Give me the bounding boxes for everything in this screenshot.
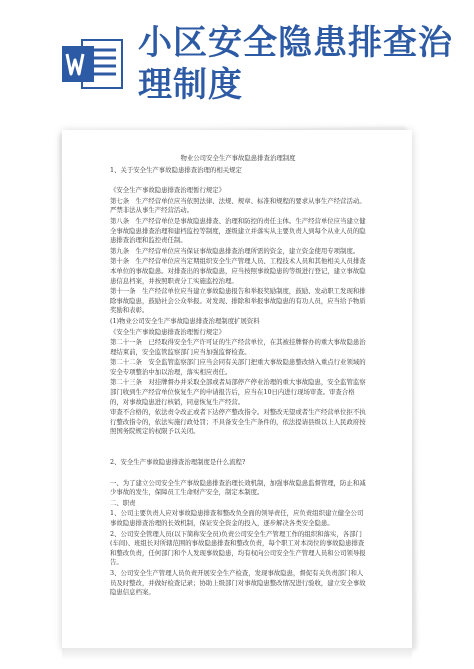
document-body: [110, 154, 366, 599]
doc-paragraph: 第二十二条 安全监管监察部门应当会同有关部门把重大事故隐患整改纳入重点行业领域的安全专项整治中加以治理，落实相应责任。: [110, 358, 366, 376]
doc-paragraph: 《安全生产事故隐患排查治理暂行规定》: [110, 186, 226, 195]
doc-paragraph: 《安全生产事故隐患排查治理暂行规定》: [110, 327, 226, 336]
document-page[interactable]: [62, 130, 412, 648]
doc-paragraph: 第九条 生产经营单位应当保证事故隐患排查治理所需的资金，建立资金使用专项制度。: [110, 246, 360, 255]
doc-paragraph: (1)物业公司安全生产事故隐患排查治理制度扩展资料: [110, 316, 260, 325]
doc-paragraph: 2、公司安全管理人员(以下简称安全员)负责公司安全生产管理工作的组织和落实，各部门(车间)、班组长对所辖范围的事故隐患排查和整改负责，每个职工对本岗位的事故隐患排查和整改负责，任何部门和个人发现事故隐患，均有权向公司安全生产管理人员和公司领导报告。: [110, 529, 366, 567]
doc-paragraph: 二、职责: [110, 498, 136, 507]
header-banner: [0, 0, 474, 110]
document-heading: 物业公司安全生产事故隐患排查治理制度: [180, 154, 296, 162]
doc-paragraph: 一、为了建立公司安全生产事故隐患排查治理长效机制，加强事故隐患监督管理，防止和减少事故的发生，保障员工生命财产安全，制定本制度。: [110, 478, 366, 497]
doc-paragraph: 1、公司主要负责人应对事故隐患排查和整改负全面的领导责任，应负责组织建立健全公司事故隐患排查治理的长效机制，保证安全资金的投入，逐步解决各类安全隐患。: [110, 509, 364, 527]
doc-paragraph: 第十一条 生产经营单位应当建立事故隐患报告和举报奖励制度，鼓励、发动职工发现和排除事故隐患，鼓励社会公众举报。对发现、排除和举报事故隐患的有功人员，应当给予物质奖励和表彰。: [110, 287, 366, 315]
doc-paragraph: 3、公司安全生产管理人员负责开展安全生产检查，发现事故隐患，督促有关负责部门和人员及时整改，并做好检查记录；协助上级部门对事故隐患整改情况进行验收，建立安全事故隐患信息档案。: [110, 568, 366, 597]
doc-paragraph: 审查不合格的，依法责令改正或者下达停产整改指令。对整改无望或者生产经营单位拒不执行整改指令的，依法实施行政处罚；不具备安全生产条件的，依法提请县级以上人民政府按照国务院规定的权限予以关闭。: [110, 408, 366, 436]
doc-paragraph: 2、安全生产事故隐患排查治理制度是什么流程?: [110, 458, 246, 467]
doc-paragraph: 第八条 生产经营单位是事故隐患排查、治理和防控的责任主体。生产经营单位应当建立健全事故隐患排查治理和建档监控等制度，逐级建立并落实从主要负责人到每个从业人员的隐患排查治理和监控责任制。: [110, 216, 366, 245]
doc-paragraph: 第十条 生产经营单位应当定期组织安全生产管理人员、工程技术人员和其他相关人员排查本单位的事故隐患。对排查出的事故隐患，应当按照事故隐患的等级进行登记，建立事故隐患信息档案，并按照职责分工实施监控治理。: [110, 257, 366, 285]
doc-paragraph: 第七条 生产经营单位应当依照法律、法规、规章、标准和规程的要求从事生产经营活动。严禁非法从事生产经营活动。: [110, 196, 366, 215]
word-document-icon: [62, 38, 124, 90]
doc-paragraph: 第二十三条 对挂牌督办并采取全部或者局部停产停业治理的重大事故隐患，安全监管监察部门收到生产经营单位恢复生产的申请报告后，应当在10日内进行现场审查。审查合格的，对事故隐患进行核销，同意恢复生产经营。: [110, 378, 366, 406]
doc-paragraph: 1、关于安全生产事故隐患排查治理的相关规定: [110, 165, 242, 174]
page-bottom-fade: [62, 648, 412, 660]
page-title: 小区安全隐患排查治理制度: [138, 23, 453, 105]
doc-paragraph: 第二十一条 已经取得安全生产许可证的生产经营单位，在其被挂牌督办的重大事故隐患治理结束前，安全监管监察部门应当加强监督检查。: [110, 338, 366, 356]
